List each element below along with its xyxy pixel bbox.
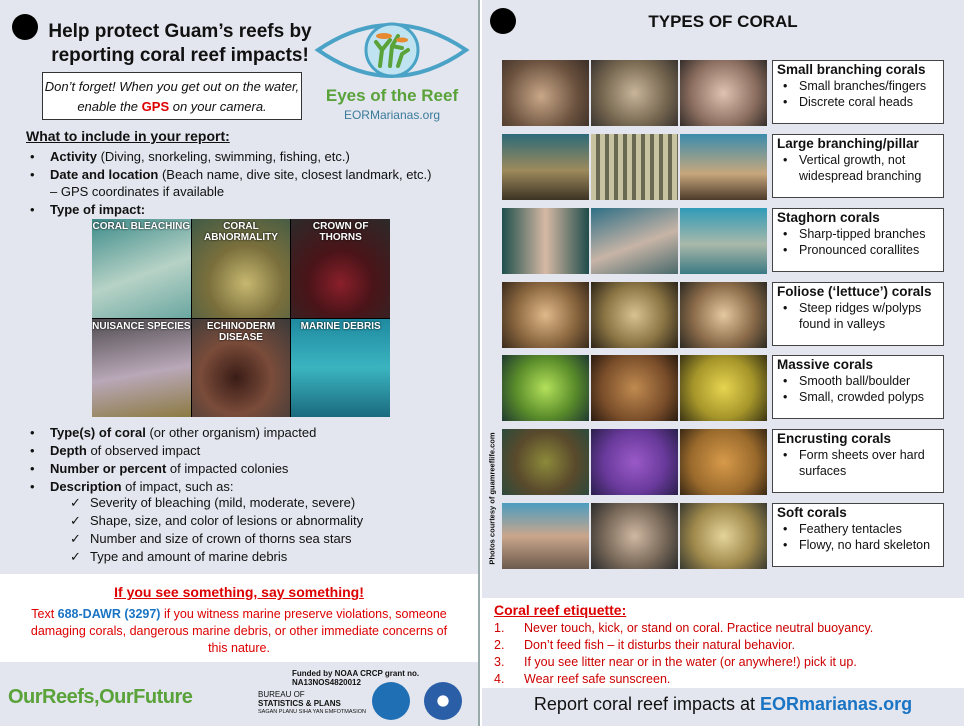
hotline-number: 688-DAWR (3297) [57,607,161,621]
alert-heading: If you see something, say something! [114,584,364,600]
hole-punch-dot [12,14,38,40]
coral-row-small-branching [502,60,946,126]
check-item: ✓ Shape, size, and color of lesions or abnormality [70,512,363,530]
check-item: ✓ Number and size of crown of thorns sea stars [70,530,363,548]
coral-photo [591,134,678,200]
coral-photo [591,355,678,421]
coral-row-large-branching [502,134,946,200]
coral-photo [591,429,678,495]
logo-text: Eyes of the Reef [325,86,459,105]
coral-photo [680,503,767,569]
left-footer [0,662,478,726]
etiquette-item: 3. If you see litter near or in the water (or anywhere!) pick it up. [494,655,857,669]
etiquette-item: 2. Don’t feed fish – it disturbs their natural behavior. [494,638,795,652]
right-panel [482,0,964,726]
report-items-bottom [22,424,316,496]
coral-description: Soft corals • Feathery tentacles • Flowy, no hard skeleton [772,503,944,567]
coral-description: Massive corals • Smooth ball/boulder • Small, crowded polyps [772,355,944,419]
etiquette-box [482,598,964,688]
coral-description: Small branching corals • Small branches/fingers • Discrete coral heads [772,60,944,124]
funding-note: Funded by NOAA CRCP grant no. NA13NOS4820012 [292,669,420,687]
gps-reminder-after: on your camera. [169,99,267,114]
coral-photo [680,355,767,421]
coral-row-massive [502,355,946,421]
say-something-box [0,574,478,662]
coral-photo [591,282,678,348]
left-title: Help protect Guam’s reefs by reporting coral reef impacts! [48,21,312,66]
impact-tile-bleaching: CORAL BLEACHING [92,219,191,318]
coral-photo [680,134,767,200]
gps-reminder-before: Don’t forget! When you get out on the water, enable the [44,79,300,114]
left-panel [0,0,480,726]
impact-tile-echinoderm: ECHINODERM DISEASE [192,319,291,418]
list-item: • Type(s) of coral (or other organism) impacted [30,425,317,440]
our-reefs-logo: OurReefs,OurFuture [8,686,193,708]
impact-photo-grid [92,219,390,417]
list-item: • Number or percent of impacted colonies [30,461,289,476]
list-item: • Description of impact, such as: [30,479,234,494]
gps-word: GPS [141,99,170,114]
coral-description: Encrusting corals • Form sheets over hard surfaces [772,429,944,493]
coral-photo [502,355,589,421]
coral-photo [502,60,589,126]
coral-photo [680,429,767,495]
coral-photo [502,208,589,274]
coral-photo [680,282,767,348]
list-item: • Date and location (Beach name, dive site, closest landmark, etc.) [30,167,432,182]
check-item: ✓ Severity of bleaching (mild, moderate, severe) [70,494,363,512]
coral-photo [502,134,589,200]
coral-photo [591,60,678,126]
report-site-link[interactable]: EORmarianas.org [760,694,913,714]
bureau-logo: BUREAU OF STATISTICS & PLANS SAGAN PLANU SIHA YAN EMFOTMASION [258,690,366,715]
noaa-logo-icon [424,682,462,720]
list-item: • Type of impact: [30,202,146,217]
coral-description: Foliose (‘lettuce’) corals • Steep ridges w/polyps found in valleys [772,282,944,346]
coral-photo [680,208,767,274]
gps-sub-item: – GPS coordinates if available [50,184,225,199]
impact-tile-crown-of-thorns: CROWN OF THORNS [291,219,390,318]
coral-description: Staghorn corals • Sharp-tipped branches • Pronounced corallites [772,208,944,272]
etiquette-item: 4. Wear reef safe sunscreen. [494,672,671,686]
types-of-coral-title: TYPES OF CORAL [648,12,798,31]
coral-row-staghorn [502,208,946,274]
check-item: ✓ Type and amount of marine debris [70,548,363,566]
coral-photo [502,503,589,569]
coral-description: Large branching/pillar • Vertical growth, not widespread branching [772,134,944,198]
report-footer: Report coral reef impacts at EORmarianas.org [533,694,913,714]
description-checklist [70,494,363,566]
list-item: • Activity (Diving, snorkeling, swimming, fishing, etc.) [30,149,350,164]
coral-photo [502,282,589,348]
photo-credit: Photos courtesy of guamreeflife.com [487,432,497,565]
impact-tile-nuisance: NUISANCE SPECIES [92,319,191,418]
etiquette-heading: Coral reef etiquette: [494,602,627,618]
logo-site: EORMarianas.org [343,108,441,122]
gps-reminder [42,72,302,120]
coral-row-soft [502,503,946,569]
coral-row-encrusting [502,429,946,495]
list-item: • Depth of observed impact [30,443,201,458]
coral-photo [591,208,678,274]
guam-seal-icon [372,682,410,720]
impact-tile-abnormality: CORAL ABNORMALITY [192,219,291,318]
report-items-top [22,148,431,219]
coral-photo [680,60,767,126]
alert-body: Text 688-DAWR (3297) if you witness marine preserve violations, someone damaging corals, dangerous marine debris, or other immediate concerns of this nature. [30,607,448,655]
coral-photo [502,429,589,495]
coral-row-foliose [502,282,946,348]
report-section-heading: What to include in your report: [26,128,230,144]
coral-photo [591,503,678,569]
impact-tile-marine-debris: MARINE DEBRIS [291,319,390,418]
etiquette-item: 1. Never touch, kick, or stand on coral. Practice neutral buoyancy. [494,621,874,635]
etiquette-list [494,620,873,688]
